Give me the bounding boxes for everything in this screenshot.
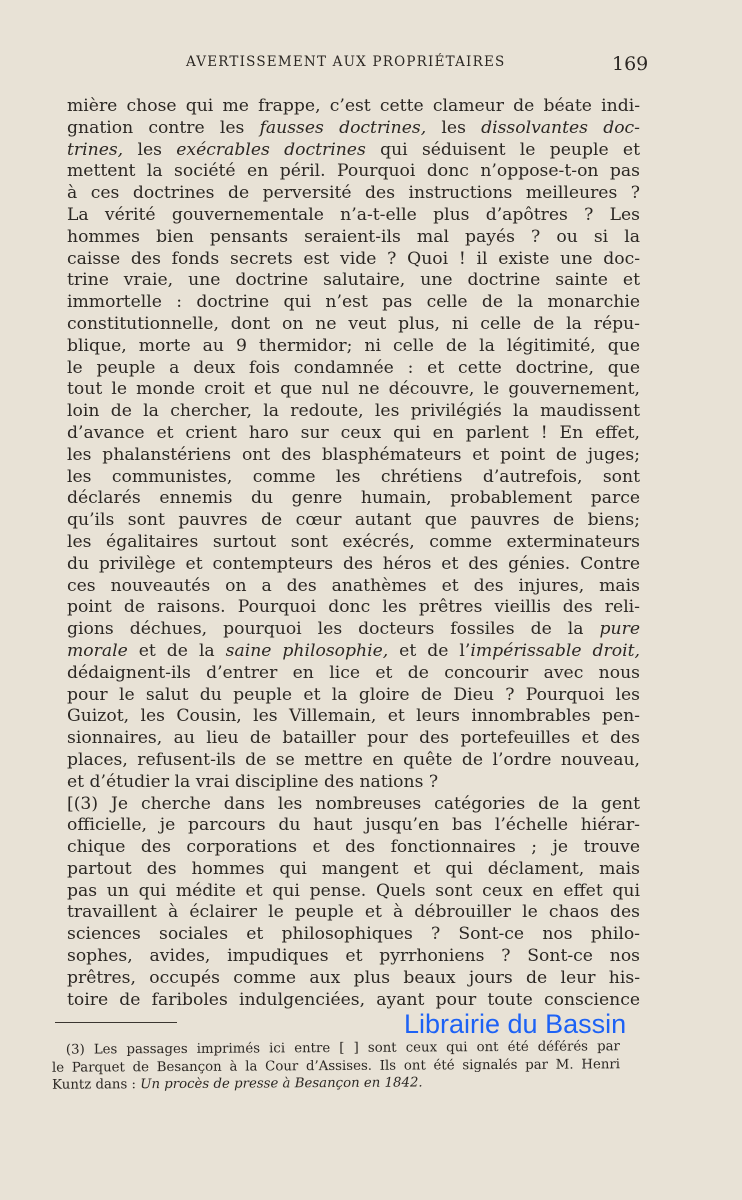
text-line xyxy=(67,641,640,663)
text-segment: à ces doctrines de perversité des instructions meilleures ? xyxy=(67,183,640,204)
text-segment: chique des corporations et des fonctionnaires ; je trouve xyxy=(67,837,640,858)
text-line xyxy=(67,467,640,489)
text-segment: gnation contre les xyxy=(67,117,260,138)
text-line xyxy=(67,488,640,510)
text-line xyxy=(67,96,640,118)
text-segment: blique, morte au 9 thermidor; ni celle de la légitimité, que xyxy=(67,335,640,356)
text-line xyxy=(67,358,640,380)
text-segment: le peuple a deux fois condamnée : et cette doctrine, que xyxy=(67,357,640,378)
running-header: AVERTISSEMENT AUX PROPRIÉTAIRES xyxy=(186,54,506,70)
footnote-line xyxy=(52,1073,620,1094)
italic-text: trines, xyxy=(67,139,124,160)
text-segment: mière chose qui me frappe, c’est cette clameur de béate indi- xyxy=(67,96,640,116)
text-segment: prêtres, occupés comme aux plus beaux jours de leur his- xyxy=(67,967,640,988)
text-segment: trine vraie, une doctrine salutaire, une doctrine sainte et xyxy=(67,270,640,291)
text-line xyxy=(67,205,640,227)
text-line xyxy=(67,881,640,903)
text-segment: le Parquet de Besançon à la Cour d’Assises. Ils ont été signalés par M. Henri xyxy=(51,1056,621,1076)
text-segment: les xyxy=(123,139,177,160)
text-segment: [(3) Je cherche dans les nombreuses catégories de la gent xyxy=(67,793,640,814)
text-segment: pour le salut du peuple et la gloire de Dieu ? Pourquoi les xyxy=(67,684,640,705)
text-segment: et de l’ xyxy=(388,640,471,661)
text-line xyxy=(67,183,640,205)
text-line xyxy=(67,685,640,707)
italic-text: saine philosophie, xyxy=(225,640,389,661)
text-segment: et de la xyxy=(127,640,226,661)
text-line xyxy=(67,314,640,336)
text-segment: officielle, je parcours du haut jusqu’en bas l’échelle hiérar- xyxy=(67,815,640,836)
text-line xyxy=(67,510,640,532)
footnote-line xyxy=(52,1056,620,1077)
text-segment: ces nouveautés on a des anathèmes et des injures, mais xyxy=(67,575,640,596)
text-segment: travaillent à éclairer le peuple et à débrouiller le chaos des xyxy=(67,902,640,923)
text-line xyxy=(67,576,640,598)
text-segment: les égalitaires surtout sont exécrés, comme exterminateurs xyxy=(67,531,640,552)
italic-text: pure xyxy=(599,619,640,640)
text-line xyxy=(67,597,640,619)
text-line xyxy=(67,902,640,924)
text-segment: constitutionnelle, dont on ne veut plus, ni celle de la répu- xyxy=(67,313,640,334)
text-segment: déclarés ennemis du genre humain, probablement parce xyxy=(67,488,640,509)
text-segment: dédaignent-ils d’entrer en lice et de concourir avec nous xyxy=(67,662,640,683)
text-line xyxy=(67,772,640,794)
text-segment: places, refusent-ils de se mettre en quête de l’ordre nouveau, xyxy=(67,749,640,770)
text-segment: et d’étudier la vrai discipline des nations ? xyxy=(67,771,439,792)
text-line xyxy=(67,728,640,750)
italic-text: morale xyxy=(67,640,128,661)
text-line xyxy=(67,815,640,837)
footnote xyxy=(52,1038,620,1094)
footnote-rule xyxy=(55,1022,177,1023)
italic-text: impérissable droit, xyxy=(470,640,640,661)
text-line xyxy=(67,837,640,859)
text-line xyxy=(67,924,640,946)
page-number: 169 xyxy=(612,53,649,75)
text-line xyxy=(67,554,640,576)
text-segment: qu’ils sont pauvres de cœur autant que pauvres de biens; xyxy=(67,510,640,531)
text-line xyxy=(67,532,640,554)
text-segment: les communistes, comme les chrétiens d’autrefois, sont xyxy=(67,466,640,487)
text-line xyxy=(67,706,640,728)
text-line xyxy=(67,445,640,467)
text-segment: point de raisons. Pourquoi donc les prêtres vieillis des reli- xyxy=(67,597,640,618)
text-segment: du privilège et contempteurs des héros et des génies. Contre xyxy=(67,553,640,574)
text-segment: La vérité gouvernementale n’a-t-elle plus d’apôtres ? Les xyxy=(67,204,640,225)
text-line xyxy=(67,270,640,292)
text-segment: gions déchues, pourquoi les docteurs fossiles de la xyxy=(67,619,600,640)
watermark: Librairie du Bassin xyxy=(404,1009,627,1039)
body-text xyxy=(67,96,640,1011)
text-segment: pas un qui médite et qui pense. Quels sont ceux en effet qui xyxy=(67,880,640,901)
text-line xyxy=(67,140,640,162)
text-segment: tout le monde croit et que nul ne découvre, le gouvernement, xyxy=(67,379,640,400)
text-segment: sophes, avides, impudiques et pyrrhoniens ? Sont-ce nos xyxy=(67,946,640,967)
text-segment: hommes bien pensants seraient-ils mal payés ? ou si la xyxy=(67,226,640,247)
text-line xyxy=(67,750,640,772)
text-segment: mettent la société en péril. Pourquoi donc n’oppose-t-on pas xyxy=(67,161,640,182)
text-segment: partout des hommes qui mangent et qui déclament, mais xyxy=(67,858,640,879)
text-line xyxy=(67,118,640,140)
text-segment: sionnaires, au lieu de batailler pour des portefeuilles et des xyxy=(67,728,640,749)
italic-text: dissolvantes doc- xyxy=(481,117,640,138)
text-line xyxy=(67,336,640,358)
text-segment: caisse des fonds secrets est vide ? Quoi ! il existe une doc- xyxy=(67,248,640,269)
text-segment: Kuntz dans : xyxy=(52,1077,141,1093)
text-segment: Guizot, les Cousin, les Villemain, et leurs innombrables pen- xyxy=(67,706,640,727)
text-line xyxy=(67,859,640,881)
text-segment: d’avance et crient haro sur ceux qui en parlent ! En effet, xyxy=(67,422,640,443)
text-line xyxy=(67,968,640,990)
italic-text: exécrables doctrines xyxy=(176,139,366,160)
text-segment: loin de la chercher, la redoute, les privilégiés la maudissent xyxy=(67,401,640,422)
text-segment: immortelle : doctrine qui n’est pas celle de la monarchie xyxy=(67,292,640,313)
text-line xyxy=(67,401,640,423)
text-line xyxy=(67,794,640,816)
text-line xyxy=(67,379,640,401)
text-segment: les xyxy=(426,117,482,138)
text-segment: (3) Les passages imprimés ici entre [ ] sont ceux qui ont été déférés par xyxy=(65,1039,620,1058)
text-segment: toire de fariboles indulgenciées, ayant pour toute conscience xyxy=(67,989,640,1010)
text-segment: sciences sociales et philosophiques ? Sont-ce nos philo- xyxy=(67,924,640,945)
text-line xyxy=(67,292,640,314)
text-line xyxy=(67,249,640,271)
text-line xyxy=(67,619,640,641)
text-line xyxy=(67,227,640,249)
text-line xyxy=(67,423,640,445)
text-segment: qui séduisent le peuple et xyxy=(365,139,640,160)
text-line xyxy=(67,946,640,968)
text-segment: les phalanstériens ont des blasphémateurs et point de juges; xyxy=(67,444,640,465)
text-line xyxy=(67,663,640,685)
text-line xyxy=(67,161,640,183)
italic-text: fausses doctrines, xyxy=(259,117,427,138)
italic-text: Un procès de presse à Besançon en 1842. xyxy=(140,1075,423,1093)
